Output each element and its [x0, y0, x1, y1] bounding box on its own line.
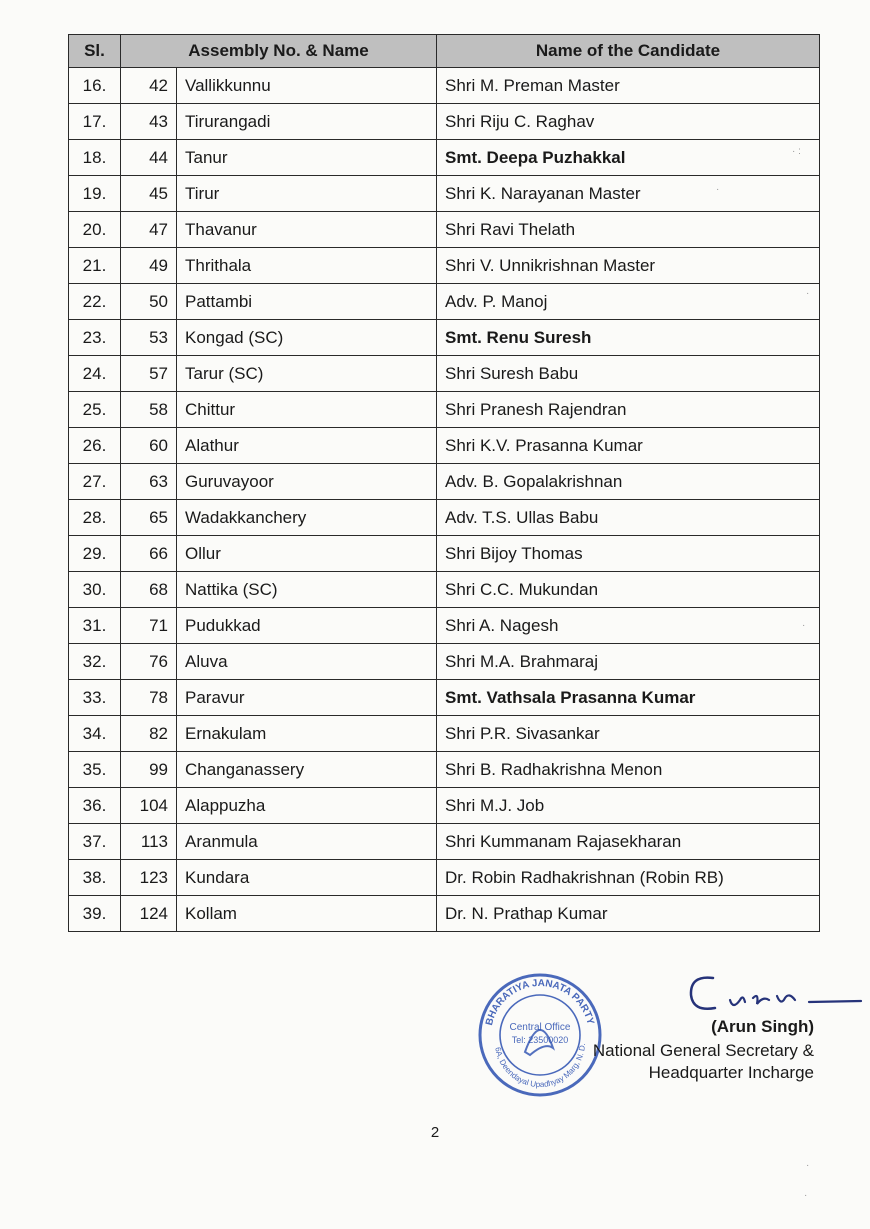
table-row [69, 284, 820, 320]
assembly-name-cell: Tarur (SC) [177, 356, 437, 392]
svg-text:Tel: 23500020: Tel: 23500020 [511, 1035, 569, 1045]
candidate-name-cell: Smt. Deepa Puzhakkal [437, 140, 820, 176]
assembly-number-cell: 49 [121, 248, 177, 284]
candidate-name-cell: Smt. Vathsala Prasanna Kumar [437, 680, 820, 716]
sl-cell: 17. [69, 104, 121, 140]
sl-cell: 33. [69, 680, 121, 716]
svg-text:6A, Deendayal Upadhyay Marg, N: 6A, Deendayal Upadhyay Marg, N. D. [493, 1043, 587, 1090]
sl-cell: 18. [69, 140, 121, 176]
assembly-name-cell: Kollam [177, 896, 437, 932]
assembly-number-cell: 82 [121, 716, 177, 752]
assembly-name-cell: Nattika (SC) [177, 572, 437, 608]
candidate-name-cell: Shri P.R. Sivasankar [437, 716, 820, 752]
assembly-name-cell: Tirur [177, 176, 437, 212]
header-assembly: Assembly No. & Name [121, 35, 437, 68]
assembly-number-cell: 57 [121, 356, 177, 392]
assembly-number-cell: 65 [121, 500, 177, 536]
candidate-name-cell: Dr. N. Prathap Kumar [437, 896, 820, 932]
table-row [69, 788, 820, 824]
sl-cell: 35. [69, 752, 121, 788]
candidate-name-cell: Adv. T.S. Ullas Babu [437, 500, 820, 536]
assembly-name-cell: Aluva [177, 644, 437, 680]
table-row [69, 644, 820, 680]
assembly-name-cell: Kundara [177, 860, 437, 896]
candidate-table [68, 34, 820, 932]
table-row [69, 104, 820, 140]
assembly-name-cell: Ollur [177, 536, 437, 572]
sl-cell: 25. [69, 392, 121, 428]
header-candidate: Name of the Candidate [437, 35, 820, 68]
assembly-number-cell: 99 [121, 752, 177, 788]
assembly-number-cell: 68 [121, 572, 177, 608]
table-header-row [69, 35, 820, 68]
table-row [69, 248, 820, 284]
assembly-name-cell: Alappuzha [177, 788, 437, 824]
assembly-number-cell: 43 [121, 104, 177, 140]
sl-cell: 19. [69, 176, 121, 212]
sl-cell: 26. [69, 428, 121, 464]
table-row [69, 500, 820, 536]
table-row [69, 536, 820, 572]
assembly-name-cell: Chittur [177, 392, 437, 428]
assembly-number-cell: 76 [121, 644, 177, 680]
assembly-name-cell: Paravur [177, 680, 437, 716]
assembly-number-cell: 113 [121, 824, 177, 860]
candidate-name-cell: Shri M.J. Job [437, 788, 820, 824]
table-row [69, 428, 820, 464]
table-row [69, 464, 820, 500]
assembly-name-cell: Thavanur [177, 212, 437, 248]
table-row [69, 140, 820, 176]
assembly-name-cell: Alathur [177, 428, 437, 464]
scan-speck: · [806, 288, 810, 299]
table-row [69, 608, 820, 644]
table-row [69, 212, 820, 248]
signatory-name: (Arun Singh) [711, 1017, 814, 1036]
assembly-name-cell: Vallikkunnu [177, 68, 437, 104]
table-row [69, 320, 820, 356]
assembly-name-cell: Kongad (SC) [177, 320, 437, 356]
header-sl: Sl. [69, 35, 121, 68]
assembly-name-cell: Guruvayoor [177, 464, 437, 500]
scan-speck: · : [792, 146, 801, 157]
sl-cell: 23. [69, 320, 121, 356]
table-body [69, 68, 820, 932]
table-row [69, 68, 820, 104]
assembly-name-cell: Wadakkanchery [177, 500, 437, 536]
candidate-name-cell: Shri M. Preman Master [437, 68, 820, 104]
candidate-name-cell: Smt. Renu Suresh [437, 320, 820, 356]
scan-speck: · [802, 620, 806, 631]
sl-cell: 16. [69, 68, 121, 104]
assembly-number-cell: 124 [121, 896, 177, 932]
assembly-name-cell: Changanassery [177, 752, 437, 788]
candidate-name-cell: Shri B. Radhakrishna Menon [437, 752, 820, 788]
assembly-number-cell: 42 [121, 68, 177, 104]
table-row [69, 896, 820, 932]
table-row [69, 752, 820, 788]
assembly-number-cell: 66 [121, 536, 177, 572]
sl-cell: 20. [69, 212, 121, 248]
signatory-title-line2: Headquarter Incharge [648, 1063, 814, 1082]
candidate-name-cell: Shri V. Unnikrishnan Master [437, 248, 820, 284]
candidate-name-cell: Shri A. Nagesh [437, 608, 820, 644]
sl-cell: 21. [69, 248, 121, 284]
candidate-name-cell: Shri Bijoy Thomas [437, 536, 820, 572]
table-row [69, 176, 820, 212]
candidate-name-cell: Adv. B. Gopalakrishnan [437, 464, 820, 500]
assembly-number-cell: 58 [121, 392, 177, 428]
candidate-name-cell: Shri K.V. Prasanna Kumar [437, 428, 820, 464]
table-row [69, 860, 820, 896]
assembly-number-cell: 44 [121, 140, 177, 176]
candidate-name-cell: Shri Kummanam Rajasekharan [437, 824, 820, 860]
sl-cell: 29. [69, 536, 121, 572]
signatory-title-line1: National General Secretary & [592, 1041, 814, 1060]
assembly-number-cell: 71 [121, 608, 177, 644]
candidate-name-cell: Shri K. Narayanan Master [437, 176, 820, 212]
sl-cell: 39. [69, 896, 121, 932]
candidate-name-cell: Shri M.A. Brahmaraj [437, 644, 820, 680]
scan-speck: · [804, 1190, 808, 1201]
sl-cell: 24. [69, 356, 121, 392]
assembly-name-cell: Tirurangadi [177, 104, 437, 140]
assembly-number-cell: 45 [121, 176, 177, 212]
sl-cell: 22. [69, 284, 121, 320]
table-row [69, 392, 820, 428]
candidate-name-cell: Shri C.C. Mukundan [437, 572, 820, 608]
table-row [69, 716, 820, 752]
sl-cell: 32. [69, 644, 121, 680]
candidate-name-cell: Dr. Robin Radhakrishnan (Robin RB) [437, 860, 820, 896]
scan-speck: · [716, 184, 720, 195]
signature-block [460, 960, 860, 1100]
page-number: 2 [430, 1124, 440, 1141]
table-row [69, 680, 820, 716]
candidate-name-cell: Shri Suresh Babu [437, 356, 820, 392]
sl-cell: 37. [69, 824, 121, 860]
sl-cell: 34. [69, 716, 121, 752]
svg-text:BHARATIYA JANATA PARTY: BHARATIYA JANATA PARTY [484, 977, 596, 1027]
sl-cell: 31. [69, 608, 121, 644]
sl-cell: 36. [69, 788, 121, 824]
table-row [69, 824, 820, 860]
table-row [69, 572, 820, 608]
sl-cell: 27. [69, 464, 121, 500]
svg-text:Central Office: Central Office [509, 1022, 571, 1033]
candidate-name-cell: Adv. P. Manoj [437, 284, 820, 320]
assembly-number-cell: 123 [121, 860, 177, 896]
assembly-name-cell: Thrithala [177, 248, 437, 284]
assembly-name-cell: Tanur [177, 140, 437, 176]
assembly-name-cell: Ernakulam [177, 716, 437, 752]
assembly-name-cell: Pattambi [177, 284, 437, 320]
assembly-number-cell: 104 [121, 788, 177, 824]
candidate-name-cell: Shri Ravi Thelath [437, 212, 820, 248]
scan-speck: · [806, 1160, 810, 1171]
assembly-number-cell: 53 [121, 320, 177, 356]
assembly-number-cell: 63 [121, 464, 177, 500]
candidate-name-cell: Shri Riju C. Raghav [437, 104, 820, 140]
assembly-number-cell: 50 [121, 284, 177, 320]
assembly-name-cell: Aranmula [177, 824, 437, 860]
assembly-number-cell: 78 [121, 680, 177, 716]
table-row [69, 356, 820, 392]
assembly-name-cell: Pudukkad [177, 608, 437, 644]
sl-cell: 30. [69, 572, 121, 608]
signatory-title [593, 1040, 814, 1084]
sl-cell: 28. [69, 500, 121, 536]
sl-cell: 38. [69, 860, 121, 896]
party-seal-stamp [475, 970, 605, 1100]
assembly-number-cell: 47 [121, 212, 177, 248]
candidate-name-cell: Shri Pranesh Rajendran [437, 392, 820, 428]
assembly-number-cell: 60 [121, 428, 177, 464]
